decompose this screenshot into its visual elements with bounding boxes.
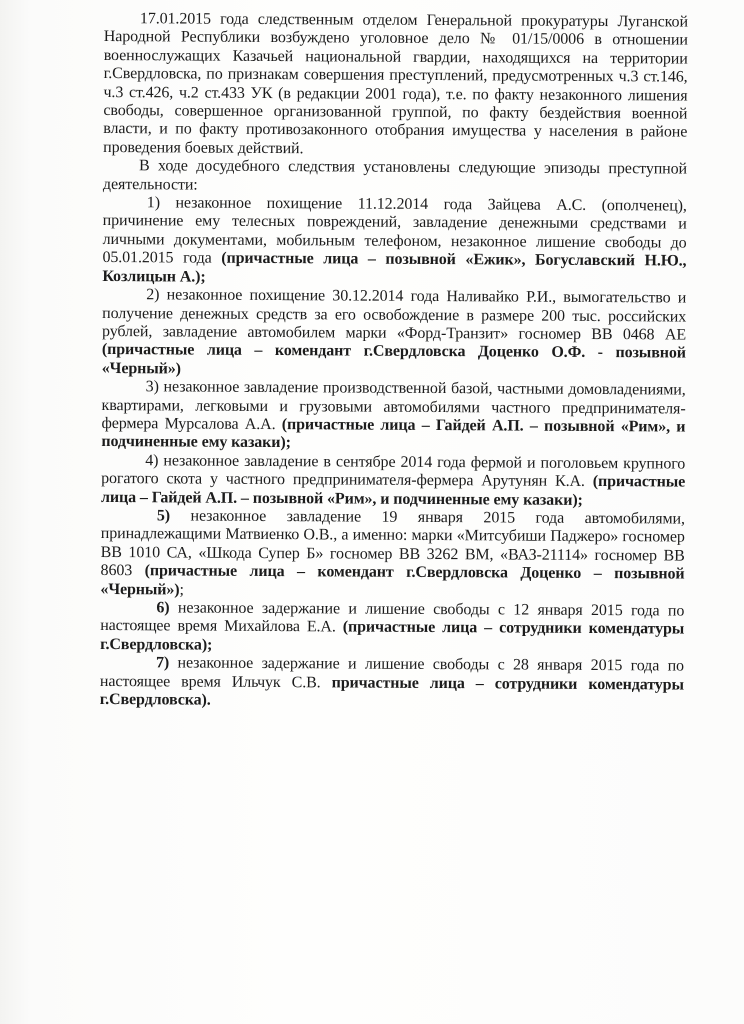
episode-text: незаконное задержание и лишение свободы с 12 января 2015 года по настоящее время Михайлова Е.А. xyxy=(100,599,685,636)
episode-5 xyxy=(100,507,685,603)
episode-1 xyxy=(102,194,687,290)
episode-persons: (причастные лица – Гайдей А.П. – позывной «Рим», и подчиненные ему казаки); xyxy=(100,473,686,509)
episode-persons: (причастные лица – позывной «Ежик», Богуславский Н.Ю., Козлицын А.); xyxy=(102,250,687,286)
paragraph-lead xyxy=(103,157,687,197)
episode-4 xyxy=(101,452,685,511)
episode-text: 4) незаконное завладение в сентябре 2014 года фермой и поголовьем крупного рогатого скота у частного предпринимателя-фермера Арутунян К.А. xyxy=(101,452,686,491)
episode-2 xyxy=(102,286,687,382)
paragraph-intro xyxy=(103,10,688,161)
episode-text: 1) незаконное похищение 11.12.2014 года Зайцева А.С. (ополченец), причинение ему телесных повреждений, завладение денежными средствами и личными документами, мобильным телефоном, незаконное лишение свободы до 05.01.2015 года xyxy=(102,194,687,268)
episode-3 xyxy=(101,378,685,455)
episode-persons: причастные лица – сотрудники комендатуры г.Свердловска). xyxy=(99,674,684,709)
episode-6 xyxy=(100,599,684,658)
document-body xyxy=(100,10,688,713)
episode-persons: (причастные лица – комендант г.Свердловска Доценко О.Ф. - позывной «Черный») xyxy=(101,341,686,378)
episode-persons: (причастные лица – сотрудники комендатуры г.Свердловска); xyxy=(100,618,685,654)
episode-tail: ; xyxy=(179,581,184,599)
episode-number: 7) xyxy=(155,654,170,672)
episode-number: 5) xyxy=(156,507,171,525)
episode-7 xyxy=(100,654,684,713)
episode-number: 6) xyxy=(156,599,170,617)
episode-persons: (причастные лица – комендант г.Свердловска Доценко – позывной «Черный») xyxy=(100,562,685,599)
episode-persons: (причастные лица – Гайдей А.П. – позывной «Рим», и подчиненные ему казаки); xyxy=(101,416,686,452)
episode-text: незаконное задержание и лишение свободы с 28 января 2015 года по настоящее время Ильчук С.В. xyxy=(99,654,685,692)
episode-text: 2) незаконное похищение 30.12.2014 года Наливайко Р.И., вымогательство и получение денежных средств за его освобождение в размере 200 тыс. российских рублей, завладение автомобилем марки «Форд-Транзит» госномер ВВ 0468 АЕ xyxy=(101,286,687,344)
episode-text: незаконное завладение 19 января 2015 года автомобилями, принадлежащими Матвиенко О.В., а именно: марки «Митсубиши Паджеро» госномер ВВ 1010 СА, «Шкода Супер Б» госномер ВВ 3262 ВМ, «ВАЗ-21114» госномер ВВ 8603 xyxy=(100,507,685,580)
episode-text: 3) незаконное завладение производственной базой, частными домовладениями, квартирами, легковыми и грузовыми автомобилями частного предпринимателя-фермера Мурсалова А.А. xyxy=(101,378,686,434)
intro-text: 17.01.2015 года следственным отделом Генеральной прокуратуры Луганской Народной Республики возбуждено уголовное дело № 01/15/0006 в отношении военнослужащих Казачьей национальной гвардии, находящихся на территории г.Свердловска, по признакам совершения преступлений, предусмотренных ч.3 ст.146, ч.3 ст.426, ч.2 ст.433 УК (в редакции 2001 года), т.е. по факту незаконного лишения свободы, совершенное организованной группой, по факту бездействия военной власти, и по факту противозаконного отобрания имущества у населения в районе проведения боевых действий. xyxy=(103,10,688,158)
lead-text: В ходе досудебного следствия установлены следующие эпизоды преступной деятельности: xyxy=(102,157,688,194)
